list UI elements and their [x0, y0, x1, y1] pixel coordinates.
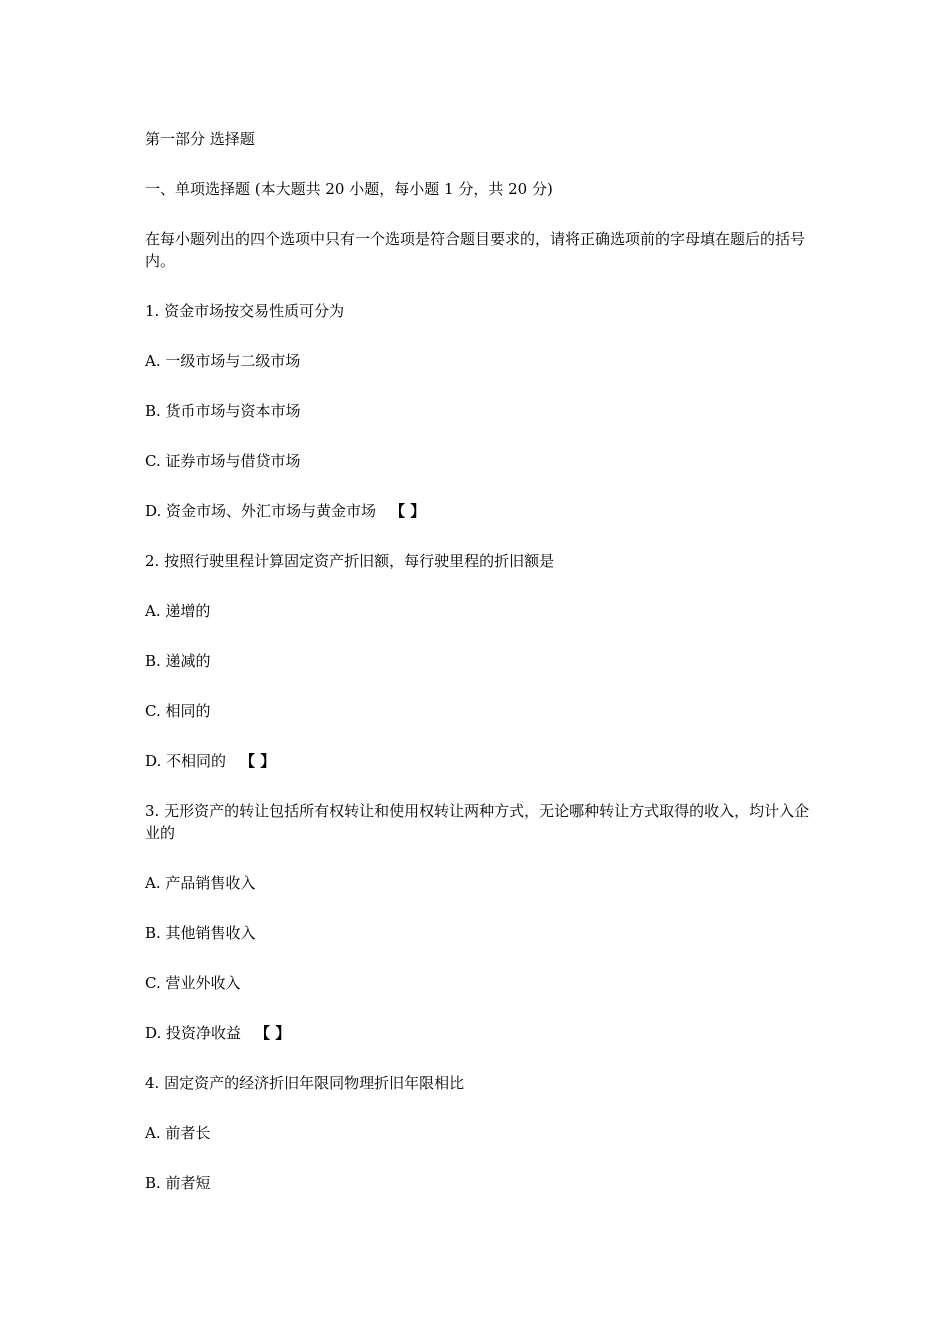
question-2-stem: 2. 按照行驶里程计算固定资产折旧额，每行驶里程的折旧额是: [145, 552, 555, 570]
question-1-option-a: A. 一级市场与二级市场: [145, 352, 301, 370]
question-3-option-d: D. 投资净收益: [145, 1024, 242, 1042]
question-1-option-b: B. 货币市场与资本市场: [145, 402, 301, 420]
part-heading: 一、单项选择题 (本大题共 20 小题，每小题 1 分，共 20 分): [145, 180, 553, 198]
question-1-option-d-line: [145, 500, 820, 522]
answer-bracket: 【 】: [255, 1024, 291, 1042]
question-3-option-d-line: [145, 1022, 820, 1044]
question-4-option-b: B. 前者短: [145, 1174, 211, 1192]
question-1-stem: 1. 资金市场按交易性质可分为: [145, 302, 345, 320]
instructions: 在每小题列出的四个选项中只有一个选项是符合题目要求的，请将正确选项前的字母填在题后的括号内。: [145, 230, 806, 270]
section-title: 第一部分 选择题: [145, 130, 255, 148]
question-3-option-c: C. 营业外收入: [145, 974, 241, 992]
question-3-option-b: B. 其他销售收入: [145, 924, 256, 942]
question-2-option-c: C. 相同的: [145, 702, 211, 720]
question-2-option-d: D. 不相同的: [145, 752, 227, 770]
question-2-option-d-line: [145, 750, 820, 772]
question-1-option-d: D. 资金市场、外汇市场与黄金市场: [145, 502, 377, 520]
question-3-option-a: A. 产品销售收入: [145, 874, 256, 892]
question-4-option-a: A. 前者长: [145, 1124, 211, 1142]
question-2-option-a: A. 递增的: [145, 602, 211, 620]
question-1-option-c: C. 证券市场与借贷市场: [145, 452, 301, 470]
document-content: [145, 128, 820, 1222]
answer-bracket: 【 】: [390, 502, 426, 520]
question-2-option-b: B. 递减的: [145, 652, 211, 670]
answer-bracket: 【 】: [240, 752, 276, 770]
question-4-stem: 4. 固定资产的经济折旧年限同物理折旧年限相比: [145, 1074, 465, 1092]
question-3-stem: 3. 无形资产的转让包括所有权转让和使用权转让两种方式，无论哪种转让方式取得的收入，均计入企业的: [145, 802, 810, 842]
